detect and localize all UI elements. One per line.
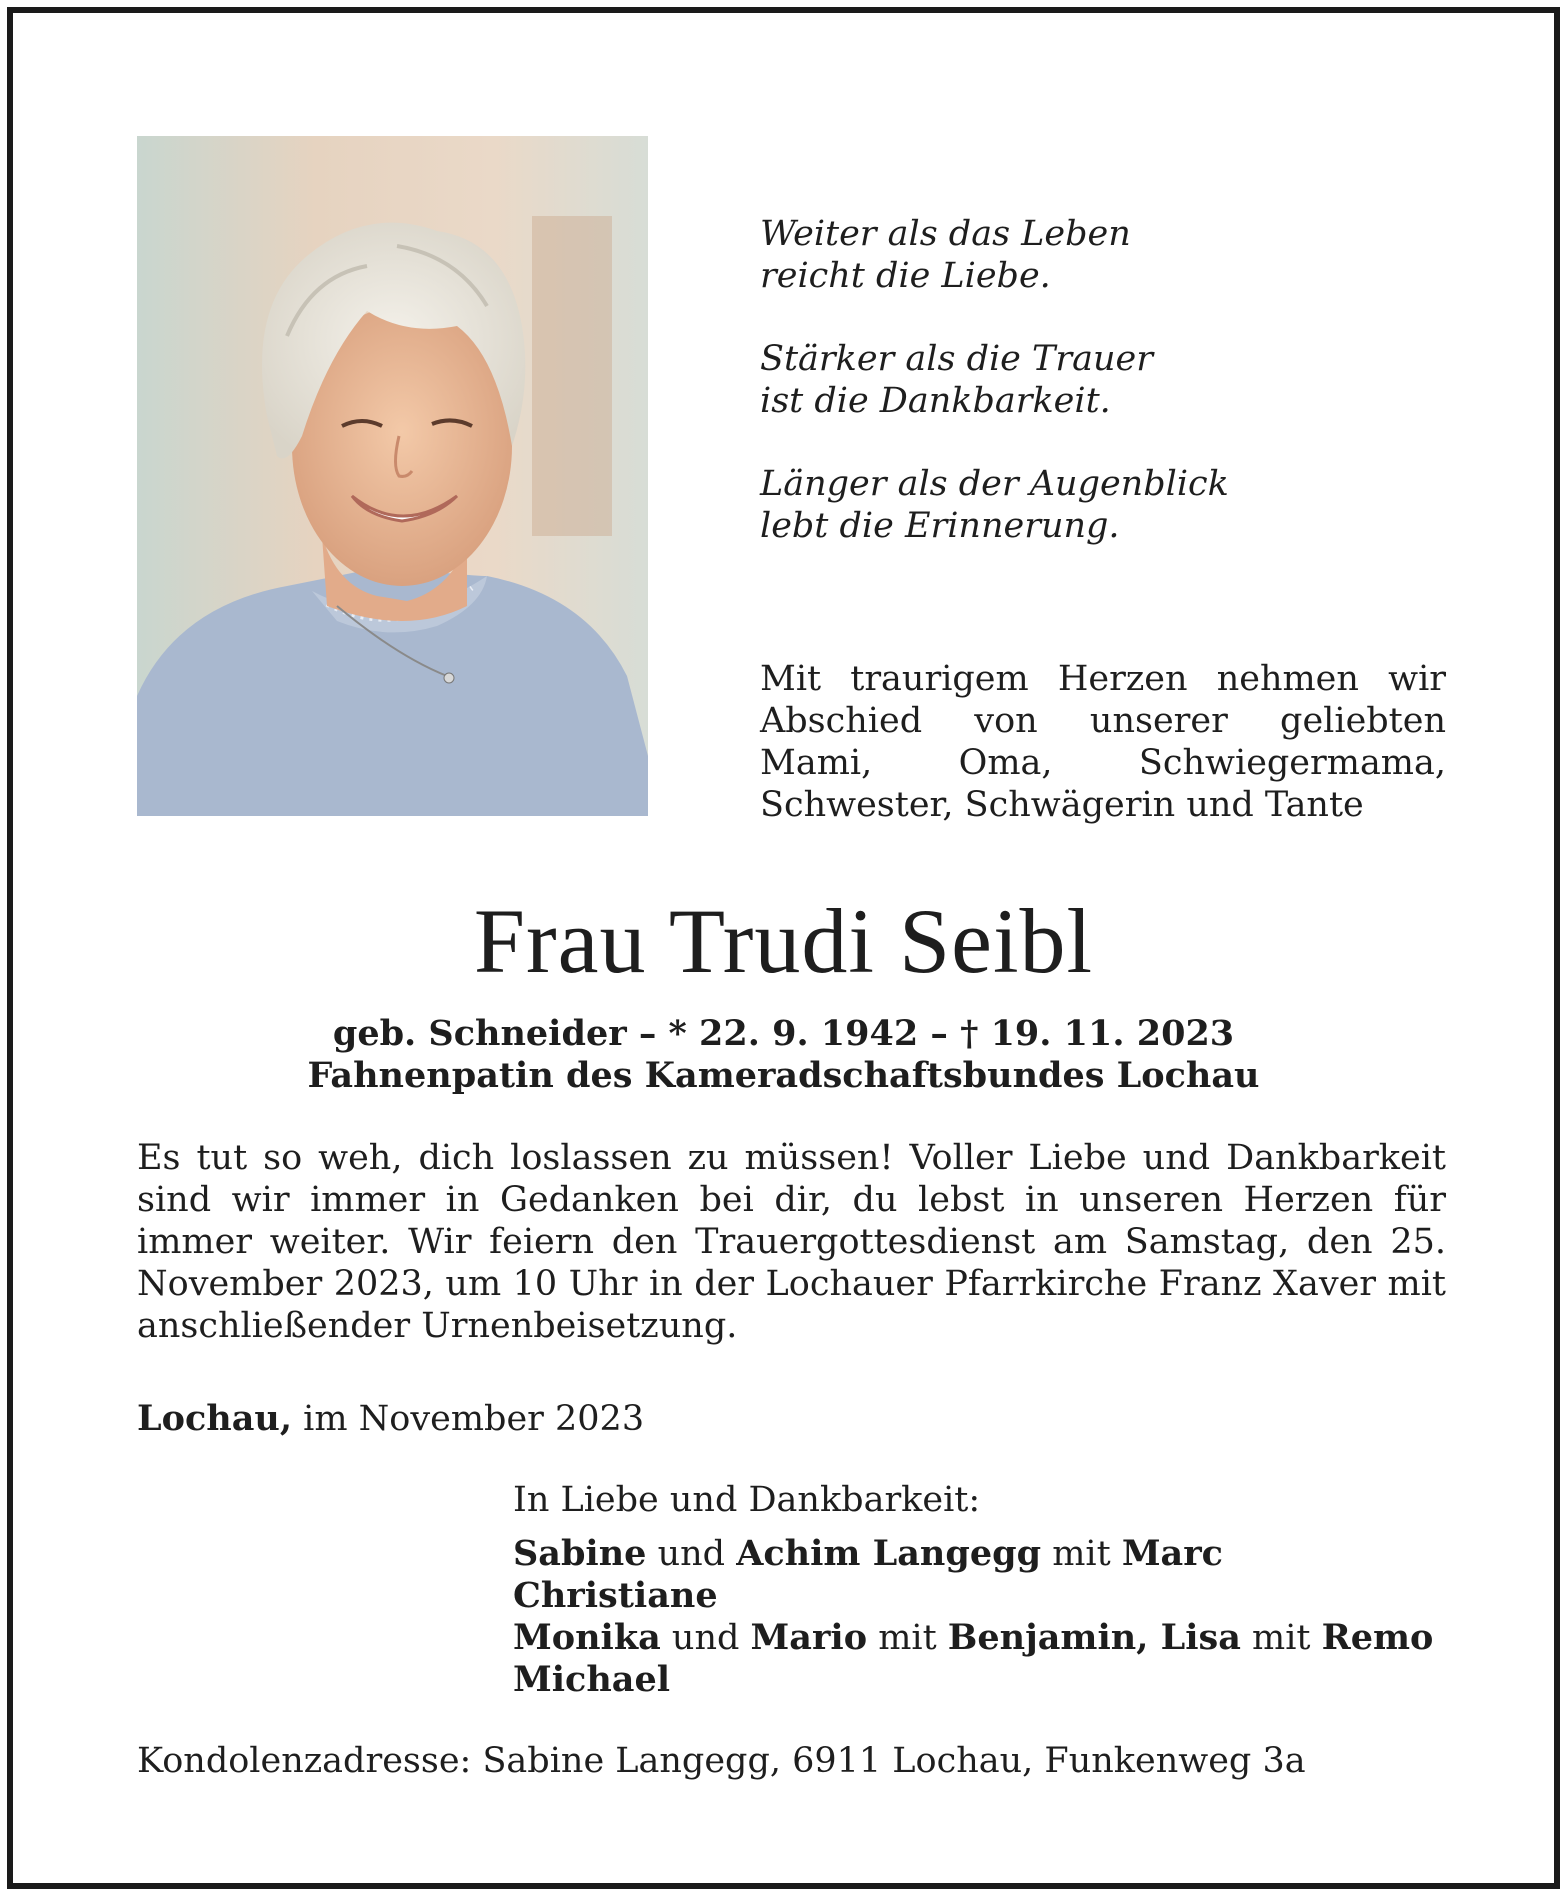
poem: [760, 213, 1229, 588]
mourners-line-3: [513, 1617, 1433, 1659]
deceased-role: Fahnenpatin des Kameradschaftsbundes Lochau: [307, 1055, 1260, 1096]
poem-line: ist die Dankbarkeit.: [760, 381, 1111, 421]
body-text: Es tut so weh, dich loslassen zu müssen! Voller Liebe und Dankbarkeit sind wir immer in Gedanken bei dir, du lebst in unseren Herzen für immer weiter. Wir feiern den Trauergottesdienst am Samstag, den 25. November 2023, um 10 Uhr in der Lochauer Pfarrkirche Franz Xaver mit anschließender Urnenbeisetzung.: [137, 1138, 1446, 1346]
mourner-name: Remo: [1321, 1617, 1434, 1658]
mourner-name: Michael: [513, 1659, 671, 1700]
birth-death-dates: geb. Schneider – * 22. 9. 1942 – † 19. 11. 2023: [332, 1013, 1235, 1054]
mourners-list: [513, 1479, 1433, 1701]
condolence-address: Kondolenzadresse: Sabine Langegg, 6911 Lochau, Funkenweg 3a: [137, 1741, 1306, 1781]
poem-line: Länger als der Augenblick: [760, 464, 1229, 504]
mourner-name: Marc: [1121, 1533, 1223, 1574]
portrait-illustration: [137, 136, 648, 816]
connector: mit: [1252, 1618, 1311, 1658]
mourner-name: Achim Langegg: [736, 1533, 1042, 1574]
poem-stanza-1: [760, 213, 1229, 297]
poem-line: Stärker als die Trauer: [760, 339, 1153, 379]
place-town: Lochau,: [137, 1398, 293, 1439]
deceased-name: Frau Trudi Seibl: [473, 890, 1094, 992]
place-date: [137, 1398, 644, 1440]
mourner-name: Christiane: [513, 1575, 718, 1616]
poem-stanza-2: [760, 338, 1229, 422]
poem-line: reicht die Liebe.: [760, 256, 1051, 296]
connector: und: [671, 1618, 740, 1658]
intro-text: Mit traurigem Herzen nehmen wir Abschied von unserer geliebten Mami, Oma, Schwiegermama, Schwester, Schwägerin und Tante: [760, 659, 1446, 825]
mourners-line-1: [513, 1533, 1433, 1575]
mourners-line-2: [513, 1575, 1433, 1617]
connector: mit: [878, 1618, 937, 1658]
connector: mit: [1052, 1534, 1111, 1574]
obituary-notice: [7, 7, 1560, 1889]
mourner-name: Mario: [750, 1617, 868, 1658]
connector: und: [657, 1534, 726, 1574]
portrait-photo: [137, 136, 648, 816]
mourner-name: Sabine: [513, 1533, 647, 1574]
place-date-text: im November 2023: [303, 1399, 645, 1439]
mourners-heading: In Liebe und Dankbarkeit:: [513, 1480, 981, 1520]
mourners-line-4: [513, 1659, 1433, 1701]
mourner-name: Benjamin, Lisa: [947, 1617, 1241, 1658]
poem-line: lebt die Erinnerung.: [760, 506, 1120, 546]
mourner-name: Monika: [513, 1617, 661, 1658]
poem-line: Weiter als das Leben: [760, 214, 1131, 254]
poem-stanza-3: [760, 463, 1229, 547]
